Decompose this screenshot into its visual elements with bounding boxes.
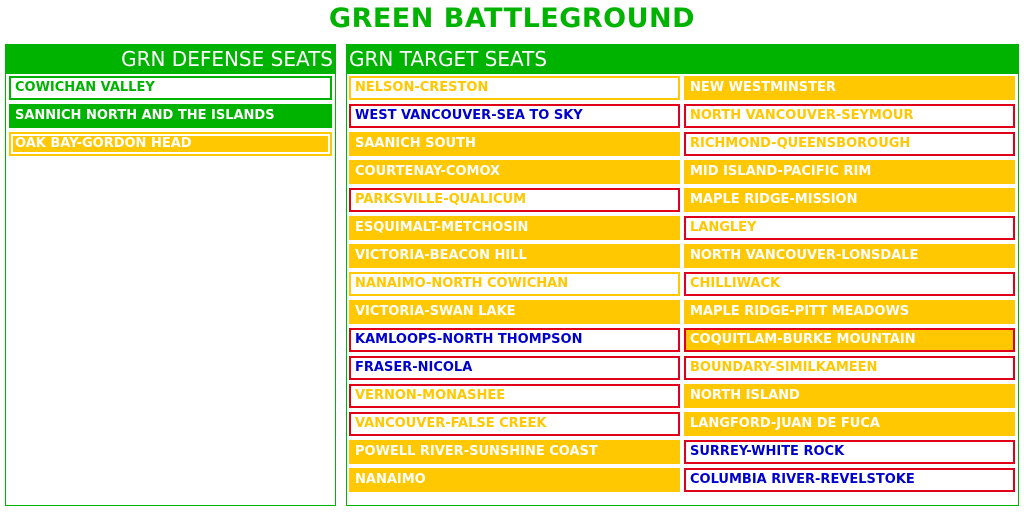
target-seat-item: MAPLE RIDGE-MISSION bbox=[684, 188, 1015, 212]
target-seat-item: COQUITLAM-BURKE MOUNTAIN bbox=[684, 328, 1015, 352]
defense-seats-header: GRN DEFENSE SEATS bbox=[6, 45, 335, 74]
target-seat-item: MAPLE RIDGE-PITT MEADOWS bbox=[684, 300, 1015, 324]
target-seat-item: VERNON-MONASHEE bbox=[349, 384, 680, 408]
target-seat-item: VANCOUVER-FALSE CREEK bbox=[349, 412, 680, 436]
target-seat-item: NORTH VANCOUVER-LONSDALE bbox=[684, 244, 1015, 268]
defense-seats-panel bbox=[5, 44, 336, 506]
defense-seat-item: SANNICH NORTH AND THE ISLANDS bbox=[9, 104, 332, 128]
target-seats-header: GRN TARGET SEATS bbox=[347, 45, 1018, 74]
target-seat-item: COURTENAY-COMOX bbox=[349, 160, 680, 184]
target-seat-item: MID ISLAND-PACIFIC RIM bbox=[684, 160, 1015, 184]
target-seat-item: SURREY-WHITE ROCK bbox=[684, 440, 1015, 464]
target-seat-item: NANAIMO-NORTH COWICHAN bbox=[349, 272, 680, 296]
target-seat-item: NORTH ISLAND bbox=[684, 384, 1015, 408]
target-seat-item: LANGFORD-JUAN DE FUCA bbox=[684, 412, 1015, 436]
target-seat-item: KAMLOOPS-NORTH THOMPSON bbox=[349, 328, 680, 352]
target-seat-item: NORTH VANCOUVER-SEYMOUR bbox=[684, 104, 1015, 128]
target-seat-item: CHILLIWACK bbox=[684, 272, 1015, 296]
target-seat-item: NANAIMO bbox=[349, 468, 680, 492]
page-title: GREEN BATTLEGROUND bbox=[328, 3, 696, 34]
target-seat-item: VICTORIA-BEACON HILL bbox=[349, 244, 680, 268]
target-seat-item: ESQUIMALT-METCHOSIN bbox=[349, 216, 680, 240]
target-seat-item: SAANICH SOUTH bbox=[349, 132, 680, 156]
target-seat-item: BOUNDARY-SIMILKAMEEN bbox=[684, 356, 1015, 380]
target-seat-item: LANGLEY bbox=[684, 216, 1015, 240]
target-seat-item: COLUMBIA RIVER-REVELSTOKE bbox=[684, 468, 1015, 492]
target-seats-panel bbox=[346, 44, 1019, 506]
target-seat-item: WEST VANCOUVER-SEA TO SKY bbox=[349, 104, 680, 128]
target-seat-item: VICTORIA-SWAN LAKE bbox=[349, 300, 680, 324]
defense-seat-item: OAK BAY-GORDON HEAD bbox=[9, 132, 332, 156]
target-seat-item: POWELL RIVER-SUNSHINE COAST bbox=[349, 440, 680, 464]
defense-seat-item: COWICHAN VALLEY bbox=[9, 76, 332, 100]
target-seat-item: PARKSVILLE-QUALICUM bbox=[349, 188, 680, 212]
target-seat-item: FRASER-NICOLA bbox=[349, 356, 680, 380]
target-seat-item: RICHMOND-QUEENSBOROUGH bbox=[684, 132, 1015, 156]
target-seat-item: NELSON-CRESTON bbox=[349, 76, 680, 100]
target-seat-item: NEW WESTMINSTER bbox=[684, 76, 1015, 100]
